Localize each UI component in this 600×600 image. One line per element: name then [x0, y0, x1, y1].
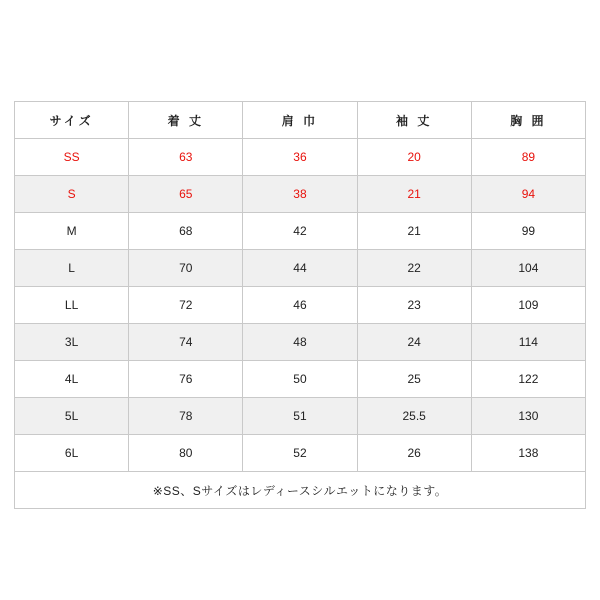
cell-length: 70 — [129, 250, 243, 287]
cell-sleeve: 25.5 — [357, 398, 471, 435]
cell-chest: 122 — [471, 361, 585, 398]
cell-length: 78 — [129, 398, 243, 435]
cell-chest: 114 — [471, 324, 585, 361]
cell-shoulder: 44 — [243, 250, 357, 287]
cell-sleeve: 24 — [357, 324, 471, 361]
cell-shoulder: 50 — [243, 361, 357, 398]
table-row — [15, 324, 586, 361]
cell-sleeve: 22 — [357, 250, 471, 287]
table-header — [15, 102, 586, 139]
cell-sleeve: 23 — [357, 287, 471, 324]
cell-size: 5L — [15, 398, 129, 435]
table-header-row — [15, 102, 586, 139]
table-footer — [15, 472, 586, 509]
cell-chest: 99 — [471, 213, 585, 250]
size-table — [14, 101, 586, 509]
cell-size: M — [15, 213, 129, 250]
cell-shoulder: 51 — [243, 398, 357, 435]
cell-chest: 109 — [471, 287, 585, 324]
cell-size: 4L — [15, 361, 129, 398]
cell-length: 74 — [129, 324, 243, 361]
cell-size: L — [15, 250, 129, 287]
cell-sleeve: 26 — [357, 435, 471, 472]
table-row — [15, 139, 586, 176]
cell-shoulder: 36 — [243, 139, 357, 176]
cell-chest: 138 — [471, 435, 585, 472]
table-row — [15, 287, 586, 324]
footnote-row — [15, 472, 586, 509]
cell-chest: 130 — [471, 398, 585, 435]
column-header-size: サイズ — [15, 102, 129, 139]
cell-shoulder: 38 — [243, 176, 357, 213]
table-row — [15, 176, 586, 213]
cell-length: 65 — [129, 176, 243, 213]
cell-size: S — [15, 176, 129, 213]
cell-chest: 104 — [471, 250, 585, 287]
column-header-shoulder: 肩 巾 — [243, 102, 357, 139]
cell-length: 76 — [129, 361, 243, 398]
size-chart-container — [14, 101, 586, 509]
cell-size: 3L — [15, 324, 129, 361]
table-row — [15, 398, 586, 435]
cell-chest: 94 — [471, 176, 585, 213]
cell-size: LL — [15, 287, 129, 324]
table-row — [15, 361, 586, 398]
cell-length: 80 — [129, 435, 243, 472]
column-header-sleeve: 袖 丈 — [357, 102, 471, 139]
cell-sleeve: 20 — [357, 139, 471, 176]
cell-sleeve: 21 — [357, 176, 471, 213]
table-row — [15, 213, 586, 250]
cell-size: SS — [15, 139, 129, 176]
footnote-text: ※SS、Sサイズはレディースシルエットになります。 — [15, 472, 586, 509]
cell-shoulder: 42 — [243, 213, 357, 250]
cell-length: 63 — [129, 139, 243, 176]
cell-length: 72 — [129, 287, 243, 324]
table-row — [15, 250, 586, 287]
table-row — [15, 435, 586, 472]
cell-sleeve: 25 — [357, 361, 471, 398]
cell-shoulder: 46 — [243, 287, 357, 324]
cell-shoulder: 52 — [243, 435, 357, 472]
column-header-chest: 胸 囲 — [471, 102, 585, 139]
cell-chest: 89 — [471, 139, 585, 176]
cell-size: 6L — [15, 435, 129, 472]
cell-length: 68 — [129, 213, 243, 250]
cell-shoulder: 48 — [243, 324, 357, 361]
table-body — [15, 139, 586, 472]
column-header-length: 着 丈 — [129, 102, 243, 139]
cell-sleeve: 21 — [357, 213, 471, 250]
